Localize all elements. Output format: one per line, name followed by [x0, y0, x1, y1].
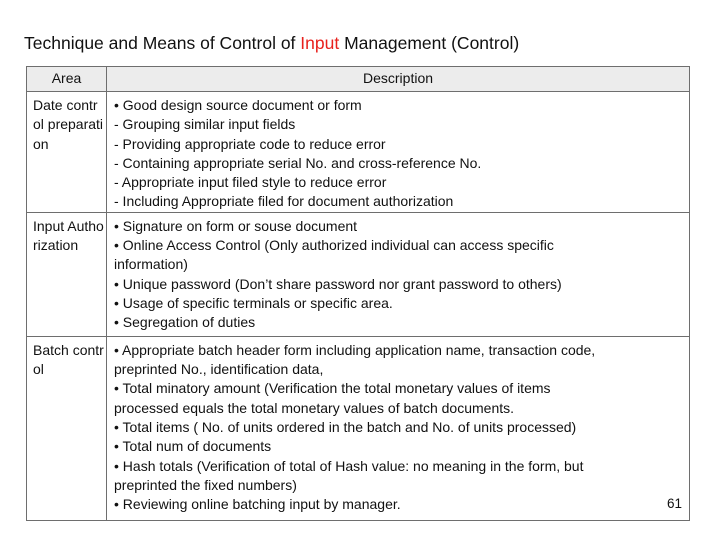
title-highlight: Input [300, 33, 340, 53]
description-line: - Containing appropriate serial No. and cross-reference No. [114, 154, 482, 171]
description-line: • Total items ( No. of units ordered in the batch and No. of units processed) [114, 418, 577, 435]
description-line: preprinted No., identification data, [114, 361, 324, 378]
title-suffix: Management (Control) [339, 33, 520, 53]
description-line: • Total num of documents [114, 438, 272, 455]
description-line: • Appropriate batch header form including application name, transaction code, [114, 341, 596, 358]
description-line: preprinted the fixed numbers) [114, 476, 297, 493]
table-header-row [27, 67, 690, 92]
area-cell: Date control preparation [27, 92, 107, 213]
area-cell: Batch control [27, 336, 107, 520]
description-line: • Unique password (Don’t share password nor grant password to others) [114, 275, 562, 292]
description-line: - Appropriate input filed style to reduce error [114, 174, 387, 191]
table-row [27, 212, 690, 336]
area-cell: Input Authorization [27, 212, 107, 336]
header-description: Description [107, 67, 690, 92]
description-cell [107, 336, 690, 520]
description-line: • Hash totals (Verification of total of Hash value: no meaning in the form, but [114, 457, 584, 474]
description-line: information) [114, 256, 188, 273]
description-line: - Providing appropriate code to reduce error [114, 135, 386, 152]
description-line: • Usage of specific terminals or specific area. [114, 294, 393, 311]
slide-title [24, 33, 519, 54]
description-line: • Good design source document or form [114, 97, 362, 113]
page-number: 61 [666, 496, 682, 511]
description-cell [107, 212, 690, 336]
table-row [27, 336, 690, 520]
description-line: • Signature on form or souse document [114, 217, 358, 234]
description-line: • Segregation of duties [114, 314, 256, 331]
header-area: Area [27, 67, 107, 92]
description-line: processed equals the total monetary values of batch documents. [114, 399, 515, 416]
description-line: - Grouping similar input fields [114, 116, 296, 133]
controls-table [26, 66, 690, 521]
title-prefix: Technique and Means of Control of [24, 33, 301, 53]
description-line: • Reviewing online batching input by manager. [114, 496, 401, 513]
description-cell [107, 92, 690, 213]
description-line: - Including Appropriate filed for document authorization [114, 193, 454, 210]
description-line: • Total minatory amount (Verification the total monetary values of items [114, 380, 551, 397]
description-line: • Online Access Control (Only authorized individual can access specific [114, 237, 554, 254]
table-row [27, 92, 690, 213]
